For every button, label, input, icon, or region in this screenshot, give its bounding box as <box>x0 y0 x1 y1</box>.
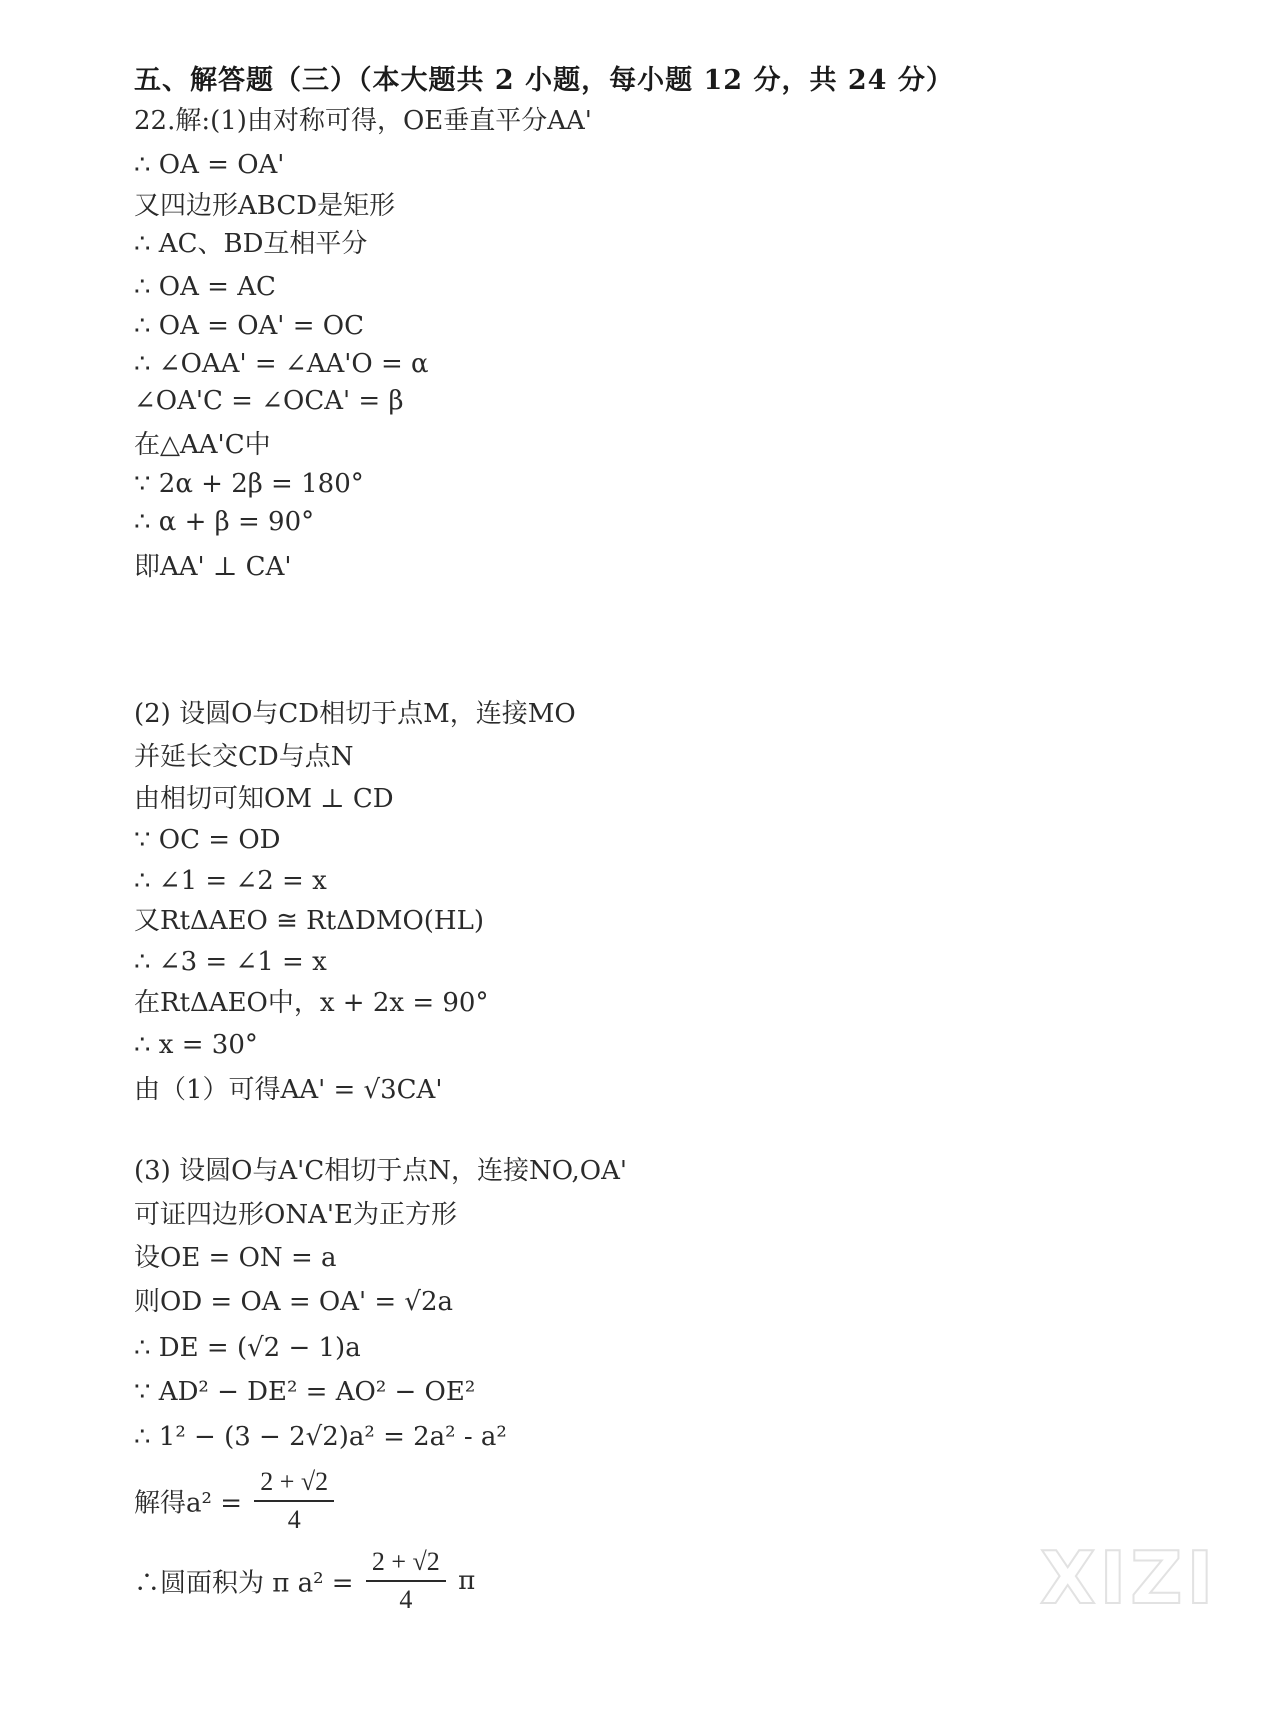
solution-line: ∵ 2α + 2β = 180° <box>134 469 364 499</box>
solution-line: 即AA' ⊥ CA' <box>134 552 292 582</box>
solution-line: ∴ ∠3 = ∠1 = x <box>134 947 327 977</box>
area-suffix: π <box>458 1566 476 1596</box>
solution-line: 则OD = OA = OA' = √2a <box>134 1287 454 1317</box>
solution-line: ∴ AC、BD互相平分 <box>134 229 368 259</box>
solution-line: ∠OA'C = ∠OCA' = β <box>134 386 404 416</box>
solution-line: ∵ OC = OD <box>134 825 281 855</box>
area-fraction <box>366 1547 446 1615</box>
area-equation <box>134 1547 475 1615</box>
solve-equation <box>134 1467 338 1535</box>
area-prefix: ∴圆面积为 π a² = <box>134 1568 354 1599</box>
solution-line: ∴ α + β = 90° <box>134 507 315 537</box>
fraction-numerator: 2 + √2 <box>366 1547 446 1582</box>
solution-line: 又四边形ABCD是矩形 <box>134 191 396 221</box>
solution-line: ∴ 1² − (3 − 2√2)a² = 2a² - a² <box>134 1422 507 1452</box>
solution-line: (3) 设圆O与A'C相切于点N，连接NO,OA' <box>134 1156 628 1186</box>
solve-fraction <box>254 1467 334 1535</box>
watermark-logo: XIZI <box>1040 1536 1218 1620</box>
solution-line: 又RtΔAEO ≅ RtΔDMO(HL) <box>134 906 484 936</box>
solution-line: 由（1）可得AA' = √3CA' <box>134 1075 443 1105</box>
solution-line: ∴ ∠OAA' = ∠AA'O = α <box>134 349 429 379</box>
solution-line: ∵ AD² − DE² = AO² − OE² <box>134 1377 476 1407</box>
solution-line: (2) 设圆O与CD相切于点M，连接MO <box>134 699 576 729</box>
section-heading: 五、解答题（三）（本大题共 2 小题，每小题 12 分，共 24 分） <box>134 65 954 96</box>
solution-line: ∴ OA = AC <box>134 272 276 302</box>
solution-line: 可证四边形ONA'E为正方形 <box>134 1200 457 1230</box>
fraction-denominator: 4 <box>287 1505 301 1534</box>
fraction-denominator: 4 <box>399 1585 413 1614</box>
solution-line: 在△AA'C中 <box>134 430 271 460</box>
solution-line: 设OE = ON = a <box>134 1243 337 1273</box>
solution-line: 并延长交CD与点N <box>134 742 354 772</box>
solution-line: ∴ x = 30° <box>134 1030 258 1060</box>
solve-prefix: 解得a² = <box>134 1488 242 1519</box>
solution-line: ∴ DE = (√2 − 1)a <box>134 1333 361 1363</box>
solution-line: ∴ OA = OA' <box>134 150 285 180</box>
solution-line: 在RtΔAEO中，x + 2x = 90° <box>134 988 489 1018</box>
solution-line: ∴ ∠1 = ∠2 = x <box>134 866 327 896</box>
solution-line: ∴ OA = OA' = OC <box>134 311 364 341</box>
solution-line: 22.解:(1)由对称可得，OE垂直平分AA' <box>134 106 592 136</box>
solution-line: 由相切可知OM ⊥ CD <box>134 784 394 814</box>
fraction-numerator: 2 + √2 <box>254 1467 334 1502</box>
